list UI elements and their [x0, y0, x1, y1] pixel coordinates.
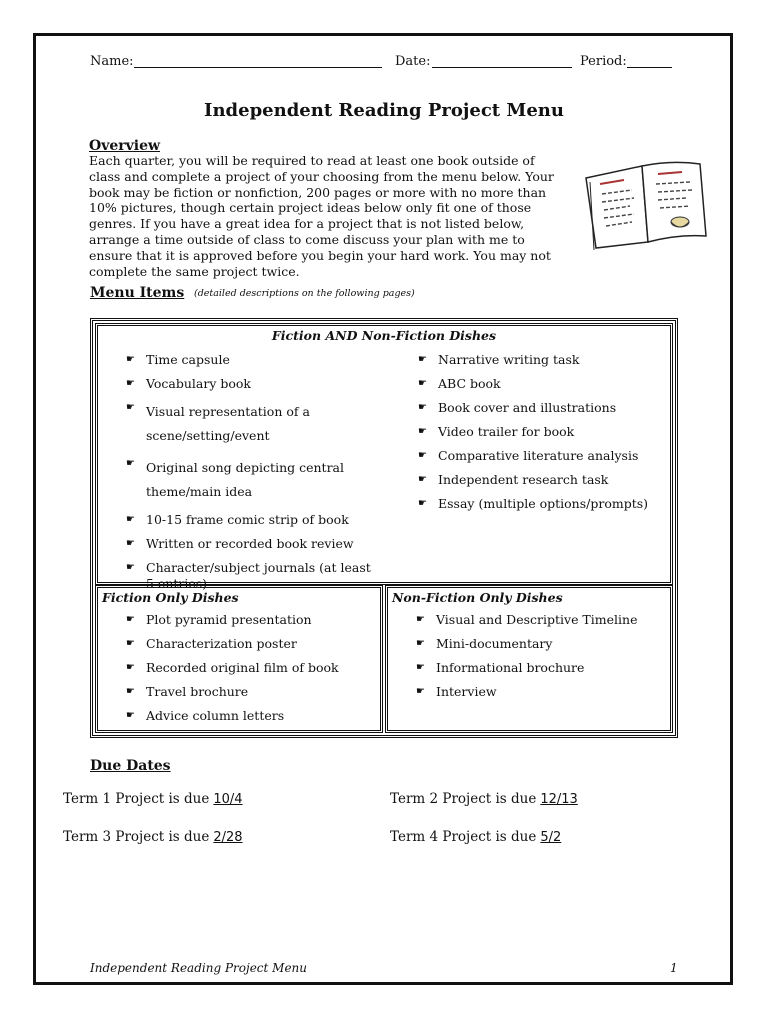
list-item: ☛ Advice column letters: [126, 708, 285, 723]
list-item: ☛ Informational brochure: [416, 660, 585, 675]
period-label: Period:: [580, 54, 627, 69]
list-item: ☛ Narrative writing task: [418, 352, 580, 367]
nonfiction-only-heading: Non-Fiction Only Dishes: [392, 590, 563, 605]
list-item: ☛ Plot pyramid presentation: [126, 612, 312, 627]
list-item: ☛ ABC book: [418, 376, 501, 391]
menu-items-heading: Menu Items: [90, 285, 185, 301]
pointing-hand-icon: ☛: [126, 710, 135, 721]
name-label: Name:: [90, 54, 134, 69]
fiction-only-heading: Fiction Only Dishes: [102, 590, 239, 605]
term-4-date: 5/2: [540, 830, 562, 845]
term-1-due: [63, 789, 243, 810]
both-genres-column-2: [416, 352, 656, 520]
list-item: ☛ Essay (multiple options/prompts): [418, 496, 649, 511]
list-item: ☛ Written or recorded book review: [126, 536, 354, 551]
term-1-label: Term 1 Project is due: [63, 791, 210, 807]
pointing-hand-icon: ☛: [416, 686, 425, 697]
list-item: ☛ Original song depicting central theme/main idea: [126, 458, 345, 499]
date-blank[interactable]: [432, 67, 572, 68]
both-genres-column-1: [124, 352, 374, 600]
pointing-hand-icon: ☛: [126, 538, 135, 549]
list-item: ☛ Visual and Descriptive Timeline: [416, 612, 638, 627]
menu-items-note: (detailed descriptions on the following pages): [194, 288, 415, 299]
pointing-hand-icon: ☛: [418, 354, 427, 365]
list-item: ☛ Independent research task: [418, 472, 609, 487]
pointing-hand-icon: ☛: [418, 378, 427, 389]
pointing-hand-icon: ☛: [126, 378, 135, 389]
period-blank[interactable]: [627, 67, 672, 68]
pointing-hand-icon: ☛: [416, 638, 425, 649]
list-item: ☛ Time capsule: [126, 352, 230, 367]
list-item: ☛ Recorded original film of book: [126, 660, 339, 675]
list-item: ☛ Character/subject journals (at least 5 entries): [126, 560, 371, 591]
list-item: ☛ Book cover and illustrations: [418, 400, 617, 415]
list-item: ☛ 10-15 frame comic strip of book: [126, 512, 349, 527]
pointing-hand-icon: ☛: [126, 686, 135, 697]
fiction-only-cell: [95, 585, 383, 733]
student-info-line: [90, 52, 674, 72]
list-item: ☛ Mini-documentary: [416, 636, 553, 651]
pointing-hand-icon: ☛: [418, 426, 427, 437]
pointing-hand-icon: ☛: [418, 450, 427, 461]
pointing-hand-icon: ☛: [126, 662, 135, 673]
pointing-hand-icon: ☛: [126, 354, 135, 365]
term-1-date: 10/4: [213, 792, 243, 807]
list-item: ☛ Characterization poster: [126, 636, 297, 651]
pointing-hand-icon: ☛: [126, 562, 135, 573]
pointing-hand-icon: ☛: [418, 498, 427, 509]
list-item: ☛ Visual representation of a scene/setting/event: [126, 402, 310, 443]
term-3-due: [63, 827, 243, 848]
list-item: ☛ Interview: [416, 684, 497, 699]
pointing-hand-icon: ☛: [126, 514, 135, 525]
page-title: Independent Reading Project Menu: [204, 100, 564, 121]
term-3-label: Term 3 Project is due: [63, 829, 210, 845]
term-2-date: 12/13: [540, 792, 578, 807]
term-4-label: Term 4 Project is due: [390, 829, 537, 845]
nonfiction-only-list: [414, 612, 664, 708]
pointing-hand-icon: ☛: [418, 402, 427, 413]
due-dates-heading: Due Dates: [90, 758, 171, 774]
pointing-hand-icon: ☛: [418, 474, 427, 485]
date-label: Date:: [395, 54, 431, 69]
both-genres-cell: [95, 323, 673, 591]
pointing-hand-icon: ☛: [126, 638, 135, 649]
both-genres-heading: Fiction AND Non-Fiction Dishes: [271, 328, 497, 343]
nonfiction-only-cell: [385, 585, 673, 733]
pointing-hand-icon: ☛: [126, 402, 135, 413]
page-number: 1: [670, 961, 678, 975]
list-item: ☛ Video trailer for book: [418, 424, 575, 439]
fiction-only-list: [124, 612, 374, 732]
pointing-hand-icon: ☛: [416, 614, 425, 625]
pointing-hand-icon: ☛: [416, 662, 425, 673]
name-blank[interactable]: [134, 67, 382, 68]
menu-table: [90, 318, 678, 738]
overview-text: Each quarter, you will be required to read at least one book outside of class and complete a project of your choosing from the menu below. Your book may be fiction or nonfiction, 200 pages or more with no more than 10% pictures, though certain project ideas below only fit one of those genres. If you have a great idea for a project that is not listed below, arrange a time outside of class to come discuss your plan with me to ensure that it is approved before you begin your hard work. You may not complete the same project twice.: [89, 153, 554, 279]
list-item: ☛ Vocabulary book: [126, 376, 251, 391]
list-item: ☛ Comparative literature analysis: [418, 448, 639, 463]
term-3-date: 2/28: [213, 830, 243, 845]
term-4-due: [390, 827, 561, 848]
pointing-hand-icon: ☛: [126, 614, 135, 625]
list-item: ☛ Travel brochure: [126, 684, 249, 699]
term-2-due: [390, 789, 578, 810]
overview-heading: Overview: [89, 138, 161, 154]
pointing-hand-icon: ☛: [126, 458, 135, 469]
open-book-illustration: [582, 156, 710, 250]
term-2-label: Term 2 Project is due: [390, 791, 537, 807]
footer-title: Independent Reading Project Menu: [90, 961, 308, 975]
